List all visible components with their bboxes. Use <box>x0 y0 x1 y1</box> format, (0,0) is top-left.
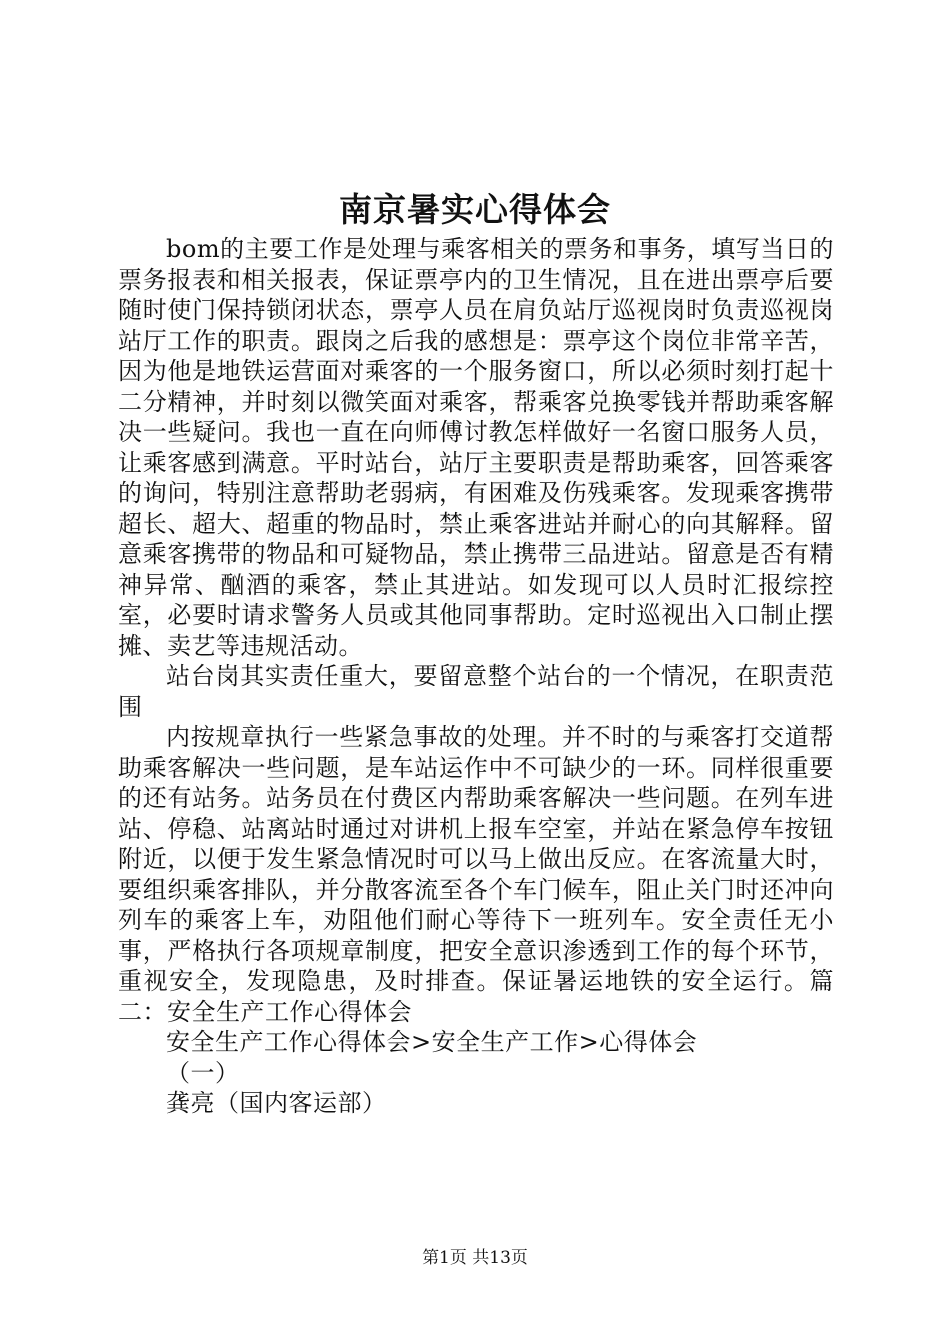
breadcrumb-line: 安全生产工作心得体会>安全生产工作>心得体会 <box>166 1028 698 1056</box>
author-line: 龚亮（国内客运部） <box>166 1089 387 1117</box>
section-number: （一） <box>166 1058 240 1087</box>
paragraph-1: bom的主要工作是处理与乘客相关的票务和事务，填写当日的票务报表和相关报表，保证票亭内的卫生情况，且在进出票亭后要随时使门保持锁闭状态，票亭人员在肩负站厅巡视岗时负责巡视岗站厅工作的职责。跟岗之后我的感想是：票亭这个岗位非常辛苦，因为他是地铁运营面对乘客的一个服务窗口，所以必须时刻打起十二分精神，并时刻以微笑面对乘客，帮乘客兑换零钱并帮助乘客解决一些疑问。我也一直在向师傅讨教怎样做好一名窗口服务人员，让乘客感到满意。平时站台，站厅主要职责是帮助乘客，回答乘客的询问，特别注意帮助老弱病，有困难及伤残乘客。发现乘客携带超长、超大、超重的物品时，禁止乘客进站并耐心的向其解释。留意乘客携带的物品和可疑物品，禁止携带三品进站。留意是否有精神异常、酗酒的乘客，禁止其进站。如发现可以人员时汇报综控室，必要时请求警务人员或其他同事帮助。定时巡视出入口制止摆摊、卖艺等违规活动。 <box>118 235 834 660</box>
paragraph-3: 内按规章执行一些紧急事故的处理。并不时的与乘客打交道帮助乘客解决一些问题，是车站运作中不可缺少的一环。同样很重要的还有站务。站务员在付费区内帮助乘客解决一些问题。在列车进站、停稳、站离站时通过对讲机上报车空室，并站在紧急停车按钮附近，以便于发生紧急情况时可以马上做出反应。在客流量大时，要组织乘客排队，并分散客流至各个车门候车，阻止关门时还冲向列车的乘客上车，劝阻他们耐心等待下一班列车。安全责任无小事，严格执行各项规章制度，把安全意识渗透到工作的每个环节，重视安全，发现隐患，及时排查。保证暑运地铁的安全运行。篇二：安全生产工作心得体会 <box>118 723 834 1026</box>
page-footer: 第1页 共13页 <box>422 1248 528 1268</box>
document-title: 南京暑实心得体会 <box>339 190 611 229</box>
document-body <box>118 234 834 1119</box>
paragraph-2: 站台岗其实责任重大，要留意整个站台的一个情况，在职责范围 <box>118 662 834 721</box>
